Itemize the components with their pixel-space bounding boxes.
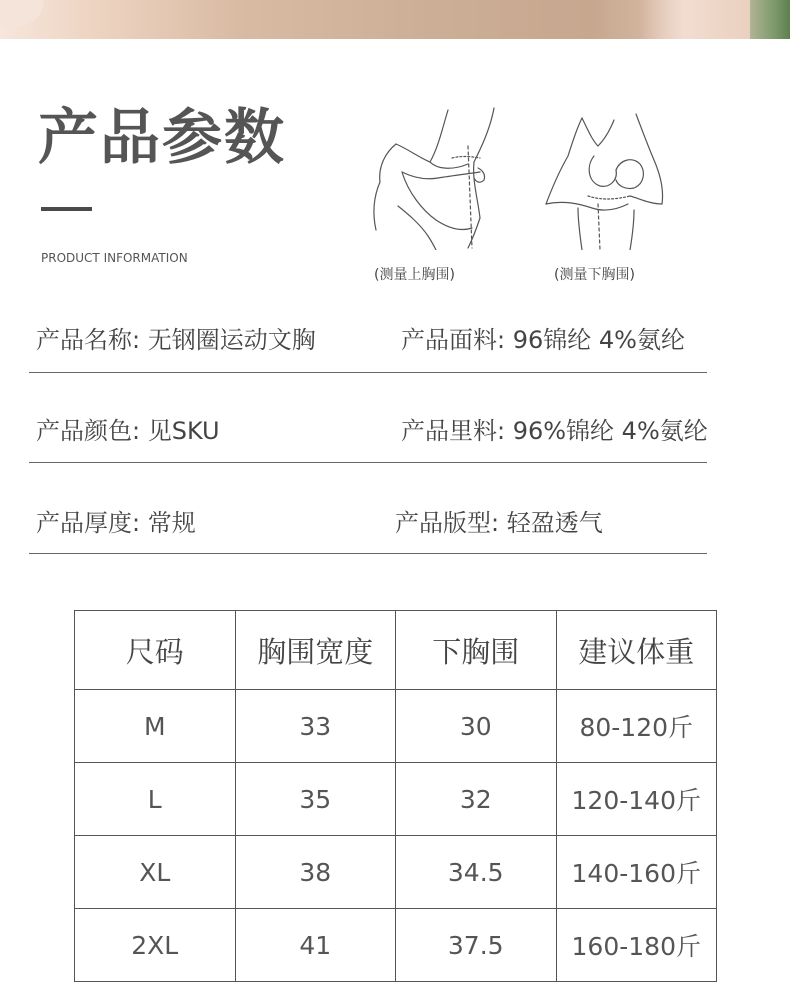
cell-size: M xyxy=(75,690,236,763)
measure-upper-bust-icon xyxy=(368,100,498,250)
photo-arm-detail xyxy=(0,0,44,26)
size-table-header-row xyxy=(75,611,717,690)
header-suggested-weight: 建议体重 xyxy=(556,611,717,690)
spec-product-lining: 产品里料: 96%锦纶 4%氨纶 xyxy=(401,417,708,445)
page-title: 产品参数 xyxy=(38,103,286,173)
table-row xyxy=(75,836,717,909)
lower-bust-caption: (测量下胸围) xyxy=(554,267,635,283)
cell-underbust: 37.5 xyxy=(396,909,557,982)
page-subtitle: PRODUCT INFORMATION xyxy=(41,251,188,265)
cell-bust-width: 33 xyxy=(235,690,396,763)
table-row xyxy=(75,763,717,836)
spec-product-color: 产品颜色: 见SKU xyxy=(36,417,220,445)
cell-weight: 140-160斤 xyxy=(556,836,717,909)
photo-skin-detail xyxy=(640,0,750,39)
cell-bust-width: 38 xyxy=(235,836,396,909)
spec-divider-3 xyxy=(29,553,707,554)
cell-underbust: 30 xyxy=(396,690,557,763)
spec-product-thickness: 产品厚度: 常规 xyxy=(36,509,196,537)
cell-weight: 120-140斤 xyxy=(556,763,717,836)
upper-bust-caption: (测量上胸围) xyxy=(374,267,455,283)
measure-upper-bust-illustration xyxy=(368,100,498,250)
cell-size: XL xyxy=(75,836,236,909)
cell-bust-width: 41 xyxy=(235,909,396,982)
table-row xyxy=(75,909,717,982)
cell-weight: 160-180斤 xyxy=(556,909,717,982)
cell-underbust: 32 xyxy=(396,763,557,836)
header-bust-width: 胸围宽度 xyxy=(235,611,396,690)
spec-product-fit: 产品版型: 轻盈透气 xyxy=(395,509,603,537)
table-row xyxy=(75,690,717,763)
cell-underbust: 34.5 xyxy=(396,836,557,909)
size-table xyxy=(74,610,717,982)
spec-divider-1 xyxy=(29,372,707,373)
header-underbust: 下胸围 xyxy=(396,611,557,690)
cell-size: 2XL xyxy=(75,909,236,982)
spec-divider-2 xyxy=(29,462,707,463)
top-product-photo-strip xyxy=(0,0,790,39)
cell-size: L xyxy=(75,763,236,836)
title-underline-bar xyxy=(41,207,92,211)
cell-weight: 80-120斤 xyxy=(556,690,717,763)
header-size: 尺码 xyxy=(75,611,236,690)
measure-lower-bust-illustration xyxy=(538,100,668,250)
cell-bust-width: 35 xyxy=(235,763,396,836)
spec-product-name: 产品名称: 无钢圈运动文胸 xyxy=(36,326,316,354)
spec-product-fabric: 产品面料: 96锦纶 4%氨纶 xyxy=(401,326,685,354)
measure-lower-bust-icon xyxy=(538,100,668,250)
